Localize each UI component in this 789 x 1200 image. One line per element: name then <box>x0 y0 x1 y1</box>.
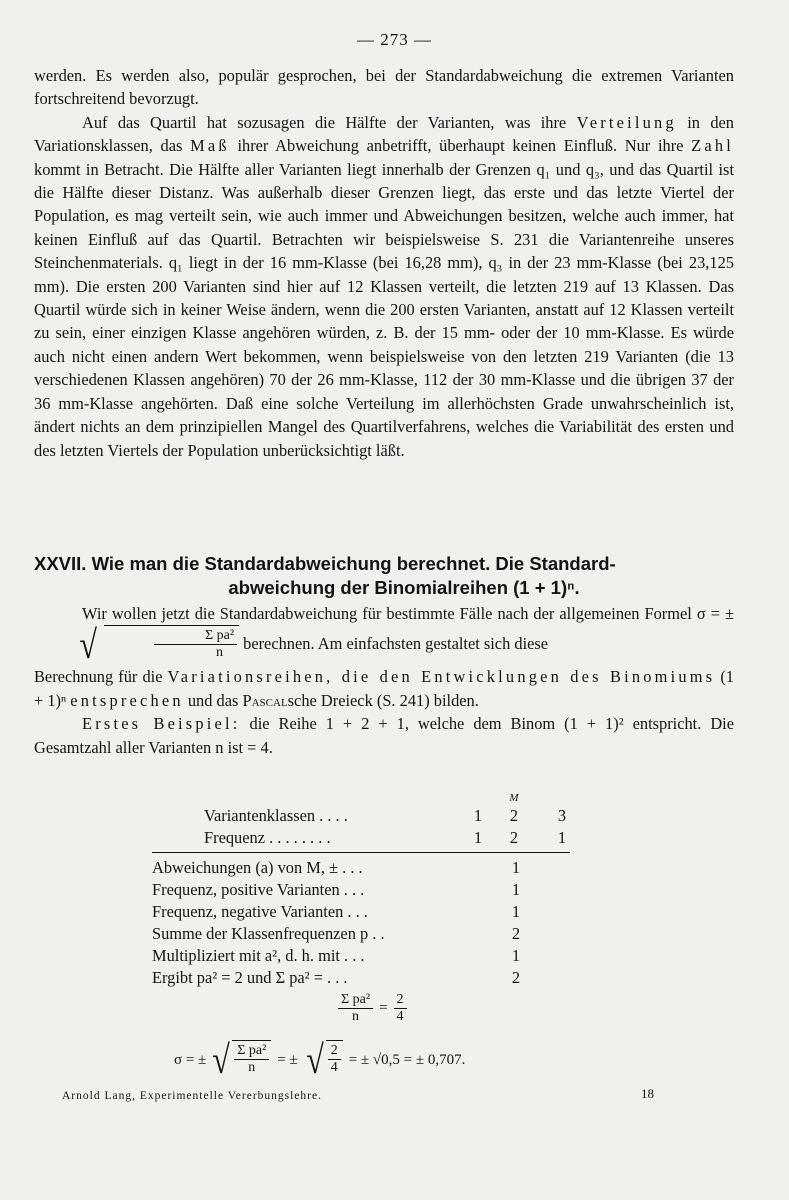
text-span: kommt in Betracht. Die Hälfte aller Varianten liegt innerhalb der Grenzen q₁ und q₃, und das Quartil ist die Hälfte dieser Distanz. Was außerhalb dieser Grenzen liegt, das erste und das letzte Viertel der Population, es mag verteilt sein, wie auch immer und Abweichungen besitzen, welche auch immer, hat keinen Einfluß auf das Quartil. Betrachten wir beispielsweise S. 231 die Variantenreihe unseres Steinchenmaterials. q₁ liegt in der 16 mm-Klasse (bei 16,28 mm), q₃ in der 23 mm-Klasse (bei 23,125 mm). Die ersten 200 Varianten sind hier auf 12 Klassen verteilt, die letzten 219 auf 13 Klassen. Das Quartil würde sich in keiner Weise ändern, wenn die 200 ersten Varianten, anstatt auf 12 Klassen verteilt zu sein, einer einzigen Klasse angehören würden, z. B. der 15 mm- oder der 10 mm-Klasse. Es würde auch nicht einen andern Wert bekommen, wenn beispielsweise von den letzten 219 Varianten (die 13 verschiedenen Klassen angehören) 70 der 26 mm-Klasse, 112 der 30 mm-Klasse und die übrigen 37 der 36 mm-Klasse angehörten. Daß eine solche Verteilung im allerhöchsten Grade unwahrscheinlich ist, ändert nichts an dem prinzipiellen Mangel des Quartilverfahrens, welches die Variabilität des ersten und des letzten Viertels der Population unberücksichtigt läßt. <box>34 159 734 460</box>
heading-line-1: XXVII. Wie man die Standardabweichung berechnet. Die Standard- <box>34 553 616 574</box>
text-span: (1 + 1)ⁿ <box>34 667 735 710</box>
row-value: 2 <box>511 968 521 987</box>
table-cell: 1 <box>473 806 483 825</box>
result-tail: = ± √0,5 = ± 0,707. <box>348 1051 466 1068</box>
table-row <box>152 924 521 944</box>
sqrt-sign-icon: √ <box>212 1037 231 1082</box>
fraction-numerator: 2 <box>394 992 407 1009</box>
spaced-word-zahl: Zahl <box>691 136 734 156</box>
table-cell: 3 <box>557 806 567 825</box>
paragraph-2 <box>34 111 734 462</box>
table-row <box>204 828 567 848</box>
paragraph-1: werden. Es werden also, populär gesprochen, bei der Standardabweichung die extremen Varianten fortschreitend bevorzugt. <box>34 66 734 109</box>
spaced-word-entsprechen: entsprechen <box>70 690 184 710</box>
fraction-denominator: 4 <box>330 1060 338 1075</box>
table-row <box>152 880 521 900</box>
row-label: Abweichungen (a) von M, ± . . . <box>152 858 363 877</box>
table-cell: 1 <box>473 828 483 847</box>
intro-paragraph <box>34 602 734 668</box>
table-row <box>152 946 521 966</box>
row-label: Summe der Klassenfrequenzen p . . <box>152 924 385 943</box>
sigma-result <box>174 1037 466 1082</box>
fraction-denominator: 4 <box>396 1009 404 1024</box>
fraction-numerator: Σ pa² <box>234 1043 269 1060</box>
equals-plus-minus: = ± <box>277 1051 298 1068</box>
row-value: 2 <box>511 924 521 943</box>
table-cell: 2 <box>509 828 519 847</box>
row-label: Frequenz, positive Varianten . . . <box>152 880 365 899</box>
section-text <box>34 602 734 759</box>
row-label: Variantenklassen . . . . <box>204 806 348 825</box>
row-label: Frequenz . . . . . . . . <box>204 828 331 847</box>
row-value: 1 <box>511 902 521 921</box>
row-value: 1 <box>511 858 521 877</box>
footer-source: Arnold Lang, Experimentelle Vererbungslehre. <box>62 1090 322 1102</box>
text-span: in den Variationsklassen, das <box>34 112 734 156</box>
spaced-word-erstes-beispiel: Erstes Beispiel: <box>82 714 241 734</box>
table-cell: 2 <box>509 806 519 825</box>
fraction <box>394 992 407 1025</box>
text-span: und das <box>183 690 243 710</box>
fraction-numerator: Σ pa² <box>154 628 237 645</box>
equals-sign: = <box>379 1000 388 1016</box>
fraction-denominator: n <box>215 645 223 661</box>
row-label: Ergibt pa² = 2 und Σ pa² = . . . <box>152 968 348 987</box>
text-span: die Reihe 1 + 2 + 1, welche dem Binom (1 + 1)² entspricht. Die Gesamtzahl aller Varianten n ist = 4. <box>34 714 734 757</box>
intro-text-cont: berechnen. Am einfachsten gestaltet sich diese <box>243 634 549 654</box>
table-row <box>152 858 521 878</box>
spaced-phrase: Variationsreihen, die den Entwicklungen des Binomiums <box>167 667 716 687</box>
row-value: 1 <box>511 946 521 965</box>
paragraph-3 <box>34 665 734 712</box>
table-row <box>152 968 521 988</box>
table-row <box>204 806 567 826</box>
row-value: 1 <box>511 880 521 899</box>
fraction-numerator: 2 <box>328 1043 341 1060</box>
page-number: — 273 — <box>357 30 432 49</box>
text-span: sche Dreieck (S. 241) bilden. <box>287 690 479 710</box>
table-row <box>152 902 521 922</box>
sqrt-expression <box>304 1037 343 1082</box>
formula-fraction <box>154 628 237 661</box>
fraction-denominator: n <box>248 1060 256 1075</box>
row-label: Multipliziert mit a², d. h. mit . . . <box>152 946 365 965</box>
fraction-denominator: n <box>352 1009 360 1024</box>
sqrt-expression <box>210 1037 271 1082</box>
name-pascal: Pascal <box>242 690 288 710</box>
text-span: ihrer Abweichung anbetrifft, überhaupt keinen Einfluß. Nur ihre <box>229 136 692 156</box>
intro-text: Wir wollen jetzt die Standardabweichung für bestimmte Fälle nach der allgemeinen Formel σ = ± <box>82 604 734 623</box>
fraction <box>234 1043 269 1076</box>
row-label: Frequenz, negative Varianten . . . <box>152 902 368 921</box>
text-span: Auf das Quartil hat sozusagen die Hälfte der Varianten, was ihre <box>82 112 577 132</box>
sqrt-formula <box>34 622 239 668</box>
spaced-word-verteilung: Verteilung <box>576 112 677 132</box>
table-cell: 1 <box>557 828 567 847</box>
fraction <box>328 1043 341 1076</box>
spaced-word-mass: Maß <box>190 136 230 156</box>
sqrt-sign-icon: √ <box>79 622 97 668</box>
sqrt-sign-icon: √ <box>305 1037 324 1082</box>
text-span: Berechnung für die <box>34 667 168 687</box>
section-heading <box>34 552 734 600</box>
fraction-numerator: Σ pa² <box>338 992 373 1009</box>
calculation-fraction <box>338 992 407 1025</box>
paragraph-4 <box>34 712 734 759</box>
m-marker: M <box>509 792 519 804</box>
signature-number: 18 <box>641 1086 654 1101</box>
heading-line-2: abweichung der Binomialreihen (1 + 1)ⁿ. <box>228 577 580 598</box>
table-divider <box>152 852 570 853</box>
body-text <box>34 64 734 462</box>
fraction <box>338 992 373 1025</box>
sigma-prefix: σ = ± <box>174 1051 207 1068</box>
